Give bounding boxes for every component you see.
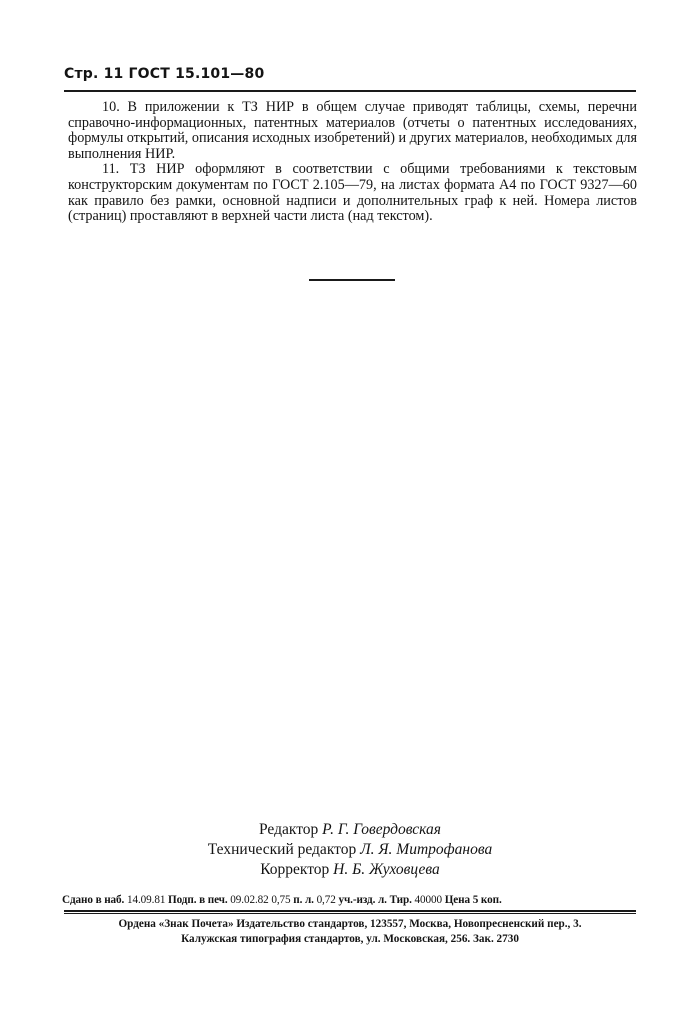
pub-sheets: 0,72 bbox=[316, 894, 336, 906]
page-header: Стр. 11 ГОСТ 15.101—80 bbox=[64, 66, 265, 82]
submitted-date: 14.09.81 bbox=[126, 894, 166, 906]
credit-role: Редактор bbox=[259, 821, 319, 838]
run-label: Тир. bbox=[389, 894, 412, 906]
header-rule bbox=[64, 90, 636, 92]
credit-role: Технический редактор bbox=[207, 841, 357, 858]
credit-name: Н. Б. Жуховцева bbox=[333, 861, 440, 878]
submitted-label: Сдано в наб. bbox=[62, 894, 125, 906]
body-text bbox=[68, 100, 637, 225]
price-label: Цена bbox=[444, 894, 471, 906]
print-sheets-unit: п. л. bbox=[293, 894, 314, 906]
print-sheets: 0,75 bbox=[271, 894, 291, 906]
credit-tech-editor bbox=[150, 840, 550, 860]
publisher-line: Ордена «Знак Почета» Издательство стандартов, 123557, Москва, Новопресненский пер., 3. bbox=[118, 918, 582, 930]
section-divider bbox=[309, 279, 395, 281]
paragraph-10: 10. В приложении к ТЗ НИР в общем случае приводят таблицы, схемы, перечни справочно-информационных, патентных материалов (отчеты о патентных исследованиях, формулы открытий, описания исходных изобретений) и других материалов, необходимых для выполнения НИР. bbox=[68, 99, 637, 162]
imprint-rule bbox=[64, 910, 636, 912]
pub-sheets-unit: уч.-изд. л. bbox=[338, 894, 387, 906]
signed-label: Подп. в печ. bbox=[168, 894, 228, 906]
credit-name: Л. Я. Митрофанова bbox=[360, 841, 493, 858]
credit-role: Корректор bbox=[260, 861, 330, 878]
credit-proofreader bbox=[150, 860, 550, 880]
imprint-rule-thin bbox=[64, 913, 636, 914]
typography-line: Калужская типография стандартов, ул. Московская, 256. Зак. 2730 bbox=[181, 933, 519, 945]
imprint-line bbox=[62, 893, 642, 907]
credit-editor bbox=[150, 820, 550, 840]
credit-name: Р. Г. Говердовская bbox=[322, 821, 441, 838]
signed-date: 09.02.82 bbox=[230, 894, 269, 906]
printer-info bbox=[62, 917, 638, 947]
price-value: 5 коп. bbox=[472, 894, 502, 906]
credits-block bbox=[150, 820, 550, 880]
run-count: 40000 bbox=[414, 894, 442, 906]
paragraph-11: 11. ТЗ НИР оформляют в соответствии с общими требованиями к текстовым конструкторским документам по ГОСТ 2.105—79, на листах формата А4 по ГОСТ 9327—60 как правило без рамки, основной надписи и дополнительных граф к ней. Номера листов (страниц) проставляют в верхней части листа (над текстом). bbox=[68, 161, 637, 225]
